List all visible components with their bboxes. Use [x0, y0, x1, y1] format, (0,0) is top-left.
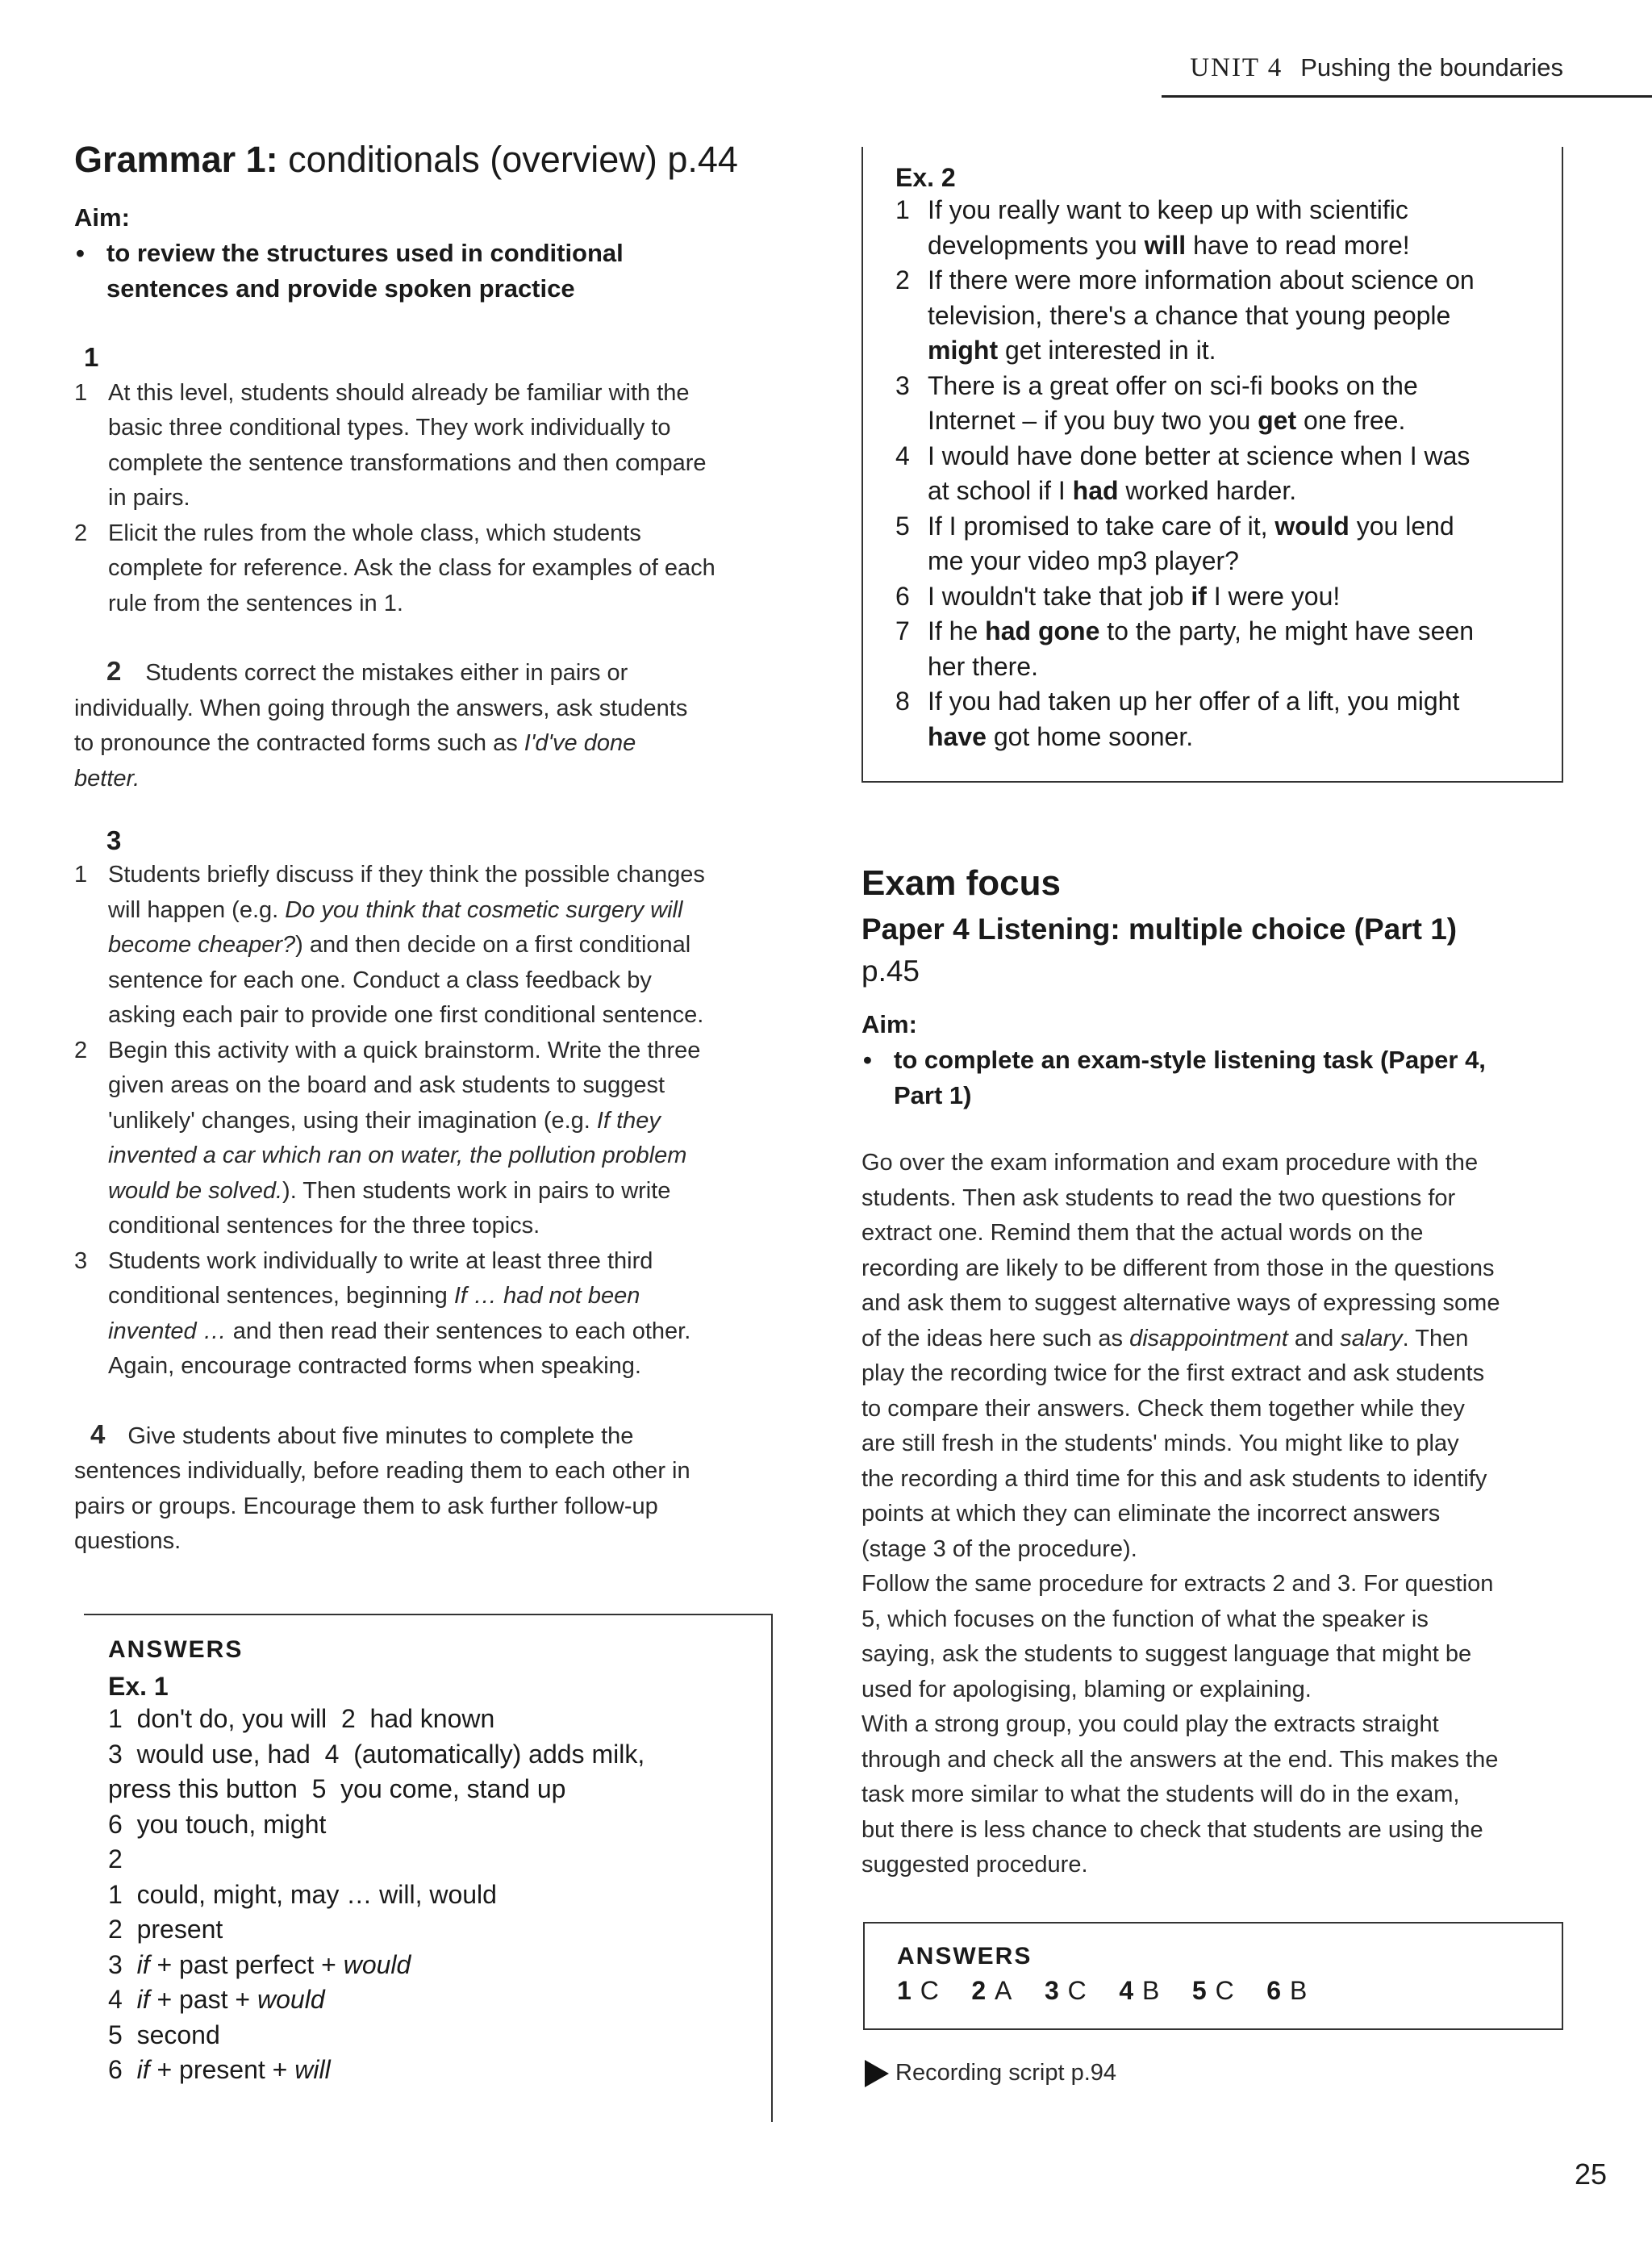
unit-label: UNIT 4 [1190, 53, 1283, 82]
ex1-label: Ex. 1 [108, 1672, 169, 1701]
aim-item: • to complete an exam-style listening task (Paper 4, Part 1) [861, 1042, 1571, 1113]
rule-row: 1 could, might, may … will, would [108, 1879, 497, 1909]
exam-answers-box [863, 1922, 1563, 2030]
exam-paragraph-2: Follow the same procedure for extracts 2 and 3. For question 5, which focuses on the function of what the speaker is saying, ask the students to suggest language that might be used for apologising, blaming or explaining. [861, 1571, 1494, 1702]
section-title: Pushing the boundaries [1300, 53, 1563, 81]
rule-row: 4 if + past + would [108, 1985, 325, 2014]
list-item: 3 There is a great offer on sci-fi books on the Internet – if you buy two you get one free. [895, 370, 1418, 435]
list-item: 8 If you had taken up her offer of a lift, you might have got home sooner. [895, 687, 1460, 751]
section-2-paragraph: 2 Students correct the mistakes either in pairs or individually. When going through the answers, ask students to pronounce the contracted forms such as I'd've done better. [74, 656, 688, 792]
aim-label: Aim: [861, 1010, 917, 1038]
header-rule [1162, 95, 1652, 98]
exam-focus-section [861, 863, 1571, 1883]
grammar-section [74, 139, 776, 1560]
rule-row: 3 if + past perfect + would [108, 1949, 411, 1979]
list-item: 2 If there were more information about science on television, there's a chance that young people might get interested in it. [895, 265, 1475, 365]
exam-answers-row: 1 C 2 A 3 C 4 B 5 C 6 B [897, 1976, 1308, 2005]
aim-label: Aim: [74, 203, 130, 232]
aim-item: • to review the structures used in conditional sentences and provide spoken practice [74, 236, 776, 307]
ex2-list [895, 193, 1549, 754]
list-item: 2 Begin this activity with a quick brainstorm. Write the three given areas on the board and ask students to suggest 'unlikely' changes, using their imagination (e.g. If they invented a car which ran on water, the pollution problem would be solved.). Then students work in pairs to write conditional sentences for the three topics. [74, 1037, 701, 1239]
list-item: 3 Students work individually to write at least three third conditional sentences, beginning If … had not been invented … and then read their sentences to each other. Again, encourage contracted forms when speaking. [74, 1247, 691, 1380]
ex2-label: Ex. 2 [895, 163, 956, 192]
page-number: 25 [1575, 2157, 1608, 2191]
answer-row: 1 don't do, you will 2 had known [108, 1704, 495, 1733]
list-item: 1 If you really want to keep up with scientific developments you will have to read more! [895, 195, 1410, 260]
answer-row: 3 would use, had 4 (automatically) adds milk, [108, 1739, 645, 1769]
answer-row: 6 you touch, might [108, 1809, 327, 1839]
list-item: 4 I would have done better at science when I was at school if I had worked harder. [895, 441, 1471, 505]
section-1-list [74, 376, 776, 622]
exam-paragraph-3: With a strong group, you could play the extracts straight through and check all the answers at the end. This makes the task more similar to what the students will do in the exam, but there is less chance to check that students are using the suggested procedure. [861, 1711, 1499, 1878]
section-number-1: 1 [84, 341, 99, 372]
answers-label: ANSWERS [108, 1636, 244, 1663]
answers-box-left [84, 1614, 773, 2122]
list-item: 1 Students briefly discuss if they think the possible changes will happen (e.g. Do you think that cosmetic surgery will become cheaper?) and then decide on a first conditional sentence for each one. Conduct a class feedback by asking each pair to provide one first conditional sentence. [74, 862, 705, 1029]
rule-row: 6 if + present + will [108, 2055, 331, 2084]
section-4-paragraph: 4 Give students about five minutes to complete the sentences individually, before reading them to each other in pairs or groups. Encourage them to ask further follow-up questions. [74, 1418, 690, 1555]
list-item: 7 If he had gone to the party, he might have seen her there. [895, 616, 1475, 681]
rule-row: 2 present [108, 1915, 223, 1944]
list-item: 6 I wouldn't take that job if I were you! [895, 581, 1341, 611]
rule-row: 5 second [108, 2020, 220, 2049]
section-number-2: 2 [106, 656, 122, 687]
exam-title: Exam focus [861, 863, 1061, 903]
recording-script-link[interactable]: Recording script p.94 [865, 2056, 1116, 2091]
running-header [1190, 53, 1563, 83]
answers-box-ex2 [861, 147, 1563, 783]
answers-label: ANSWERS [897, 1943, 1032, 1970]
answer-row: press this button 5 you come, stand up [108, 1774, 566, 1803]
list-item: 1 At this level, students should already be familiar with the basic three conditional types. They work individually to complete the sentence transformations and then compare in pairs. [74, 379, 707, 512]
list-item: 5 If I promised to take care of it, would you lend me your video mp3 player? [895, 511, 1454, 575]
ex2-number: 2 [108, 1844, 123, 1873]
grammar-title: Grammar 1: conditionals (overview) p.44 [74, 139, 738, 180]
paper-heading: Paper 4 Listening: multiple choice (Part 1) p.45 [861, 913, 1458, 988]
play-arrow-icon [865, 2060, 889, 2087]
section-3-list [74, 858, 776, 1385]
section-number-4: 4 [90, 1418, 106, 1449]
list-item: 2 Elicit the rules from the whole class, which students complete for reference. Ask the class for examples of each rule from the sentences in 1. [74, 520, 715, 616]
exam-paragraph-1: Go over the exam information and exam procedure with the students. Then ask students to read the two questions for extract one. Remind them that the actual words on the recording are likely to be different from those in the questions and ask them to suggest alternative ways of expressing some of the ideas here such as disappointment and salary. Then play the recording twice for the first extract and ask students to compare their answers. Check them together while they are still fresh in the students' minds. You might like to play the recording a third time for this and ask students to identify points at which they can eliminate the incorrect answers (stage 3 of the procedure). [861, 1150, 1500, 1562]
section-number-3: 3 [106, 825, 122, 856]
